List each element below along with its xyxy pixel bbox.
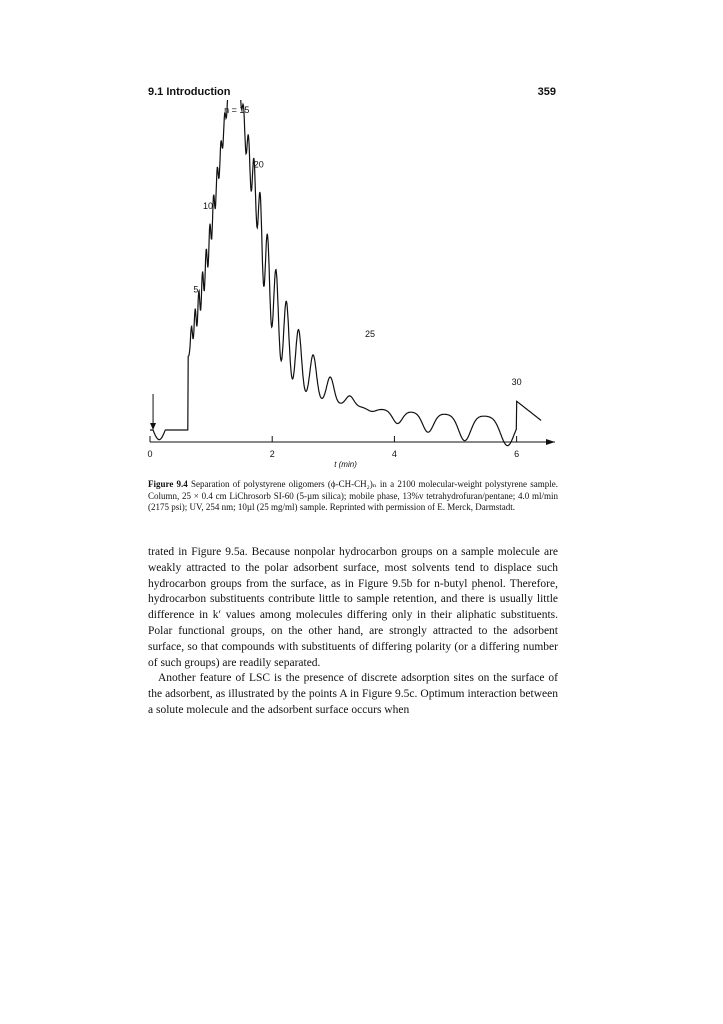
x-tick-label: 6 bbox=[514, 449, 520, 459]
figure-caption bbox=[148, 479, 558, 514]
x-tick-label: 0 bbox=[147, 449, 153, 459]
x-axis-label: t (min) bbox=[334, 460, 357, 469]
peak-label: 25 bbox=[364, 329, 375, 340]
injection-arrow bbox=[150, 423, 156, 430]
peak-label: 10 bbox=[203, 201, 214, 212]
figure-label: Figure 9.4 bbox=[148, 479, 188, 489]
chromatogram-trace bbox=[150, 100, 541, 446]
peak-label: 5 bbox=[193, 284, 199, 295]
x-tick-label: 2 bbox=[269, 449, 275, 459]
x-tick-label: 4 bbox=[391, 449, 397, 459]
paragraph-2: Another feature of LSC is the presence of discrete adsorption sites on the surface of the adsorbent, as illustrated by the points A in Figure 9.5c. Optimum interaction between a solute molecule and the adsorbent surface occurs when bbox=[148, 672, 558, 716]
peak-label: 20 bbox=[253, 159, 264, 170]
paragraph-1: trated in Figure 9.5a. Because nonpolar hydrocarbon groups on a sample molecule are weakly attracted to the polar adsorbent surface, most solvents tend to displace such hydrocarbon groups from the surface, as in Figure 9.5b for n-butyl phenol. Therefore, hydrocarbon substituents contribute little to sample retention, and there is usually little difference in k′ values among molecules differing only in their aliphatic substituents. Polar functional groups, on the other hand, are strongly attracted to the adsorbent surface, so that compounds with substituents of differing polarity (or a differing number of such groups) are readily separated. bbox=[148, 546, 558, 669]
body-text bbox=[148, 545, 558, 719]
peak-label: 30 bbox=[511, 377, 522, 388]
page-number: 359 bbox=[537, 86, 556, 98]
x-axis-arrow bbox=[546, 439, 555, 445]
chromatogram-figure bbox=[140, 100, 560, 476]
section-title: 9.1 Introduction bbox=[148, 86, 231, 98]
peak-label: n = 15 bbox=[224, 105, 250, 116]
caption-text: Separation of polystyrene oligomers (ϕ-CH-CH₂)ₙ in a 2100 molecular-weight polystyrene sample. Column, 25 × 0.4 cm LiChrosorb SI-60 (5-µm silica); mobile phase, 13%v tetrahydrofuran/pentane; 4.0 ml/min (2175 psi); UV, 254 nm; 10µl (25 mg/ml) sample. Reprinted with permission of E. Merck, Darmstadt. bbox=[148, 479, 559, 512]
